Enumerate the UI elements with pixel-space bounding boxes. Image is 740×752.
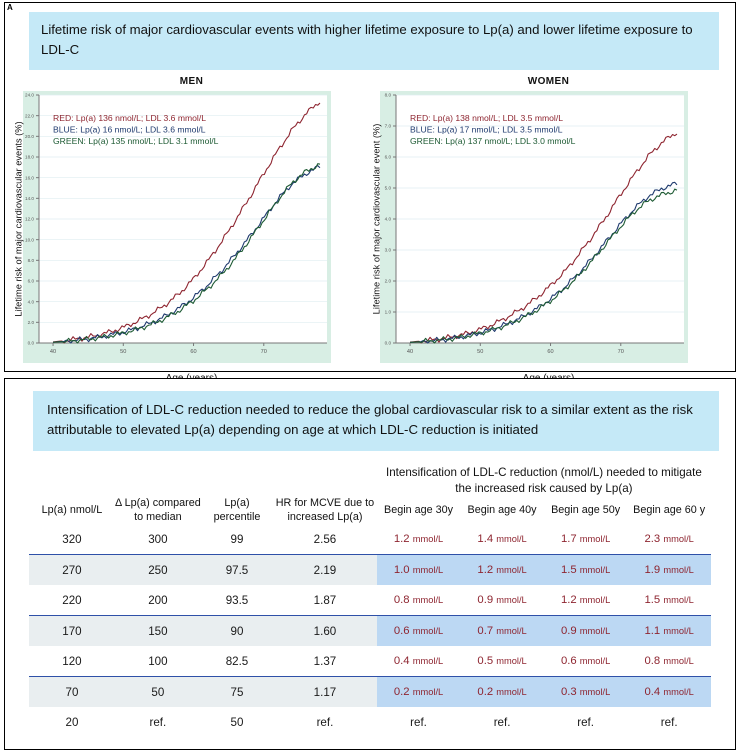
svg-text:14.0: 14.0 xyxy=(25,195,34,201)
svg-text:8.0: 8.0 xyxy=(384,92,391,98)
cell-hr: 1.87 xyxy=(313,593,337,607)
col-header-lpa-nmol: Lp(a) nmol/L xyxy=(41,504,103,517)
cell-pct: 75 xyxy=(201,677,273,708)
cell-lpa: 220 xyxy=(62,593,82,607)
table-column-header-row xyxy=(29,496,711,524)
svg-text:12.0: 12.0 xyxy=(25,216,34,222)
cell-delta: ref. xyxy=(149,715,167,729)
chart-men-title: MEN xyxy=(179,75,204,87)
cell-a50: 0.6 mmol/L xyxy=(560,655,611,668)
cell-hr: 2.19 xyxy=(273,555,377,586)
svg-text:10.0: 10.0 xyxy=(25,237,34,243)
group-header-intensification: Intensification of LDL-C reduction (nmol/L) needed to mitigate the increased risk caused by Lp(a) xyxy=(386,465,702,495)
svg-text:4.0: 4.0 xyxy=(27,299,34,305)
col-header-begin-age-60: Begin age 60 y xyxy=(633,504,706,517)
cell-lpa: 20 xyxy=(65,715,79,729)
cell-a40: ref. xyxy=(493,715,511,729)
col-header-hr-mcve: HR for MCVE due to increased Lp(a) xyxy=(275,497,375,524)
chart-men-ylabel: Lifetime risk of major cardiovascular events (%) xyxy=(14,121,24,317)
cell-a60: ref. xyxy=(660,715,678,729)
col-header-begin-age-50: Begin age 50y xyxy=(551,504,621,517)
cell-a40: 1.4 mmol/L xyxy=(477,533,527,546)
cell-a40: 0.9 mmol/L xyxy=(477,594,527,607)
svg-text:1.0: 1.0 xyxy=(384,309,391,315)
cell-delta: 150 xyxy=(115,616,201,647)
cell-a30: ref. xyxy=(410,715,427,729)
cell-a60: 0.8 mmol/L xyxy=(644,655,694,668)
cell-hr: 1.60 xyxy=(273,616,377,647)
cell-delta: 100 xyxy=(148,654,168,668)
svg-text:0.0: 0.0 xyxy=(27,340,34,346)
svg-text:40: 40 xyxy=(49,348,57,355)
cell-a60: 1.5 mmol/L xyxy=(644,594,694,607)
charts-row xyxy=(5,76,735,384)
cell-a30: 0.6 mmol/L xyxy=(377,616,461,647)
panel-a-banner: Lifetime risk of major cardiovascular events with higher lifetime exposure to Lp(a) and lower lifetime exposure to LDL-C xyxy=(29,12,719,70)
svg-text:70: 70 xyxy=(260,348,267,355)
chart-women xyxy=(370,76,727,384)
cell-delta: 250 xyxy=(115,555,201,586)
table-head xyxy=(29,465,711,524)
cell-pct: 93.5 xyxy=(225,593,249,607)
table-row xyxy=(29,524,711,555)
cell-pct: 82.5 xyxy=(225,654,249,668)
cell-pct: 90 xyxy=(201,616,273,647)
chart-women-title: WOMEN xyxy=(527,75,570,87)
intensification-table xyxy=(29,465,711,737)
chart-men-svg xyxy=(13,89,333,365)
col-header-begin-age-40: Begin age 40y xyxy=(467,504,537,517)
chart-men xyxy=(13,76,370,384)
legend-entry: BLUE: Lp(a) 17 nmol/L; LDL 3.5 mmol/L xyxy=(410,124,563,135)
cell-pct: 99 xyxy=(230,532,244,546)
svg-text:7.0: 7.0 xyxy=(384,123,391,129)
svg-text:20.0: 20.0 xyxy=(25,133,34,139)
cell-a60: 1.9 mmol/L xyxy=(627,555,711,586)
cell-delta: 200 xyxy=(148,593,168,607)
panel-a-charts xyxy=(4,2,736,372)
panel-a-label: A xyxy=(7,3,13,12)
cell-a40: 0.5 mmol/L xyxy=(477,655,527,668)
cell-pct: 97.5 xyxy=(201,555,273,586)
chart-women-svg xyxy=(370,89,690,365)
table-row xyxy=(29,677,711,708)
cell-lpa: 170 xyxy=(29,616,115,647)
cell-lpa: 270 xyxy=(29,555,115,586)
svg-text:40: 40 xyxy=(406,348,414,355)
col-header-delta-lpa: Δ Lp(a) compared to median xyxy=(114,497,201,524)
table-row xyxy=(29,585,711,616)
cell-lpa: 120 xyxy=(62,654,82,668)
legend-entry: RED: Lp(a) 138 nmol/L; LDL 3.5 mmol/L xyxy=(410,112,564,123)
svg-text:60: 60 xyxy=(190,348,197,355)
svg-text:5.0: 5.0 xyxy=(384,185,391,191)
svg-text:3.0: 3.0 xyxy=(384,247,391,253)
cell-a30: 1.0 mmol/L xyxy=(377,555,461,586)
cell-hr: 2.56 xyxy=(313,532,337,546)
legend-entry: BLUE: Lp(a) 16 nmol/L; LDL 3.6 mmol/L xyxy=(53,124,206,135)
cell-a30: 0.4 mmol/L xyxy=(393,655,444,668)
legend-entry: GREEN: Lp(a) 137 nmol/L; LDL 3.0 mmol/L xyxy=(410,135,576,146)
svg-text:2.0: 2.0 xyxy=(384,278,391,284)
cell-a30: 0.8 mmol/L xyxy=(393,594,444,607)
cell-delta: 50 xyxy=(115,677,201,708)
svg-text:60: 60 xyxy=(547,348,554,355)
col-header-begin-age-30: Begin age 30y xyxy=(384,504,454,517)
svg-text:50: 50 xyxy=(477,348,484,355)
svg-text:4.0: 4.0 xyxy=(384,216,391,222)
cell-hr: 1.37 xyxy=(313,654,337,668)
legend-entry: GREEN: Lp(a) 135 nmol/L; LDL 3.1 mmol/L xyxy=(53,135,219,146)
cell-a60: 0.4 mmol/L xyxy=(627,677,711,708)
svg-text:24.0: 24.0 xyxy=(25,92,34,98)
svg-text:18.0: 18.0 xyxy=(25,154,34,160)
cell-a60: 2.3 mmol/L xyxy=(644,533,694,546)
svg-text:0.0: 0.0 xyxy=(384,340,391,346)
cell-a50: 1.5 mmol/L xyxy=(544,555,628,586)
svg-text:22.0: 22.0 xyxy=(25,113,34,119)
cell-pct: 50 xyxy=(230,715,244,729)
chart-men-plot xyxy=(13,89,370,365)
table-row xyxy=(29,616,711,647)
cell-a50: 1.2 mmol/L xyxy=(560,594,611,607)
cell-a50: 0.3 mmol/L xyxy=(544,677,628,708)
chart-women-ylabel: Lifetime risk of major cardiovascular event (%) xyxy=(371,123,381,315)
cell-hr: 1.17 xyxy=(273,677,377,708)
table-group-header-row xyxy=(29,465,711,496)
cell-a40: 1.2 mmol/L xyxy=(460,555,544,586)
panel-b-banner: Intensification of LDL-C reduction needed to reduce the global cardiovascular risk to a similar extent as the risk attributable to elevated Lp(a) depending on age at which LDL-C reduction is initiated xyxy=(33,391,719,451)
svg-text:16.0: 16.0 xyxy=(25,175,34,181)
cell-a40: 0.2 mmol/L xyxy=(460,677,544,708)
table-row xyxy=(29,555,711,586)
table-body xyxy=(29,524,711,737)
cell-lpa: 320 xyxy=(62,532,82,546)
cell-lpa: 70 xyxy=(29,677,115,708)
chart-women-plot xyxy=(370,89,727,365)
panel-b-table xyxy=(4,378,736,750)
cell-a50: ref. xyxy=(577,715,594,729)
svg-text:70: 70 xyxy=(617,348,624,355)
cell-delta: 300 xyxy=(148,532,168,546)
cell-a40: 0.7 mmol/L xyxy=(460,616,544,647)
col-header-lpa-percentile: Lp(a) percentile xyxy=(213,497,261,524)
svg-text:2.0: 2.0 xyxy=(27,319,34,325)
cell-a30: 1.2 mmol/L xyxy=(393,533,444,546)
cell-hr: ref. xyxy=(316,715,334,729)
svg-text:6.0: 6.0 xyxy=(27,278,34,284)
svg-text:8.0: 8.0 xyxy=(27,257,34,263)
legend-entry: RED: Lp(a) 136 nmol/L; LDL 3.6 mmol/L xyxy=(53,112,207,123)
cell-a50: 1.7 mmol/L xyxy=(560,533,611,546)
table-row xyxy=(29,646,711,677)
svg-text:6.0: 6.0 xyxy=(384,154,391,160)
table-row xyxy=(29,707,711,737)
svg-text:50: 50 xyxy=(120,348,127,355)
cell-a30: 0.2 mmol/L xyxy=(377,677,461,708)
cell-a60: 1.1 mmol/L xyxy=(627,616,711,647)
cell-a50: 0.9 mmol/L xyxy=(544,616,628,647)
